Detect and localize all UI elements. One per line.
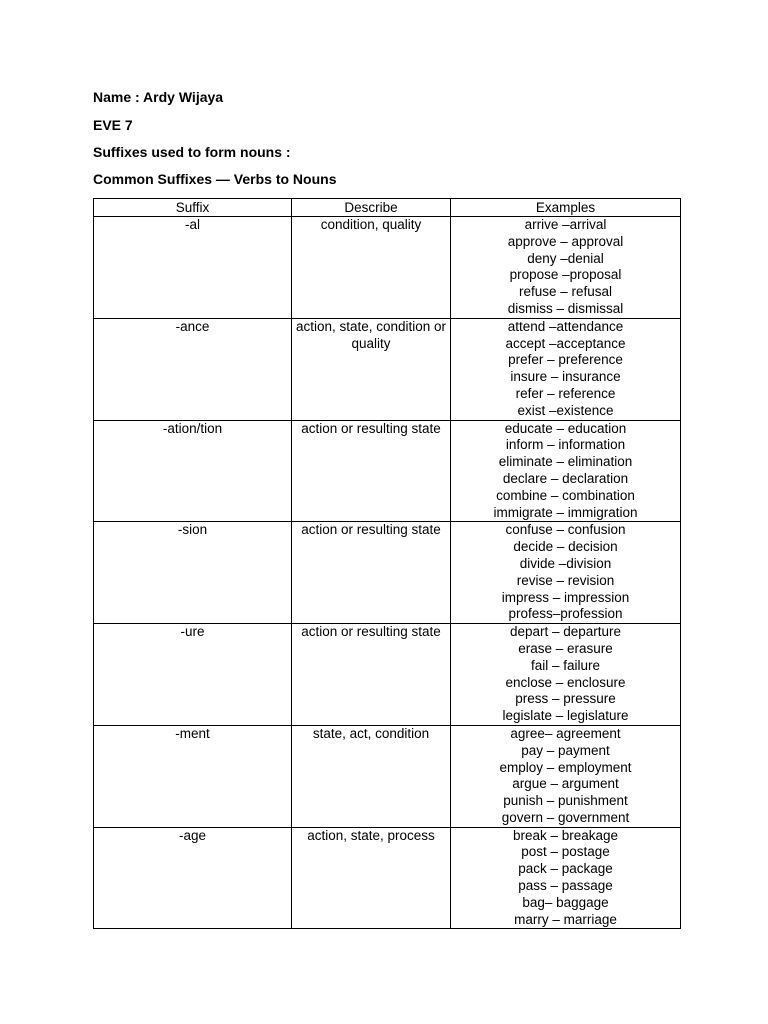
example-item: break – breakage: [512, 827, 619, 843]
example-item: exist –existence: [517, 402, 614, 418]
describe-cell: action, state, process: [292, 827, 451, 929]
example-item: accept –acceptance: [505, 335, 626, 351]
table-header-row: [94, 199, 681, 217]
examples-cell: [451, 217, 681, 319]
example-item: punish – punishment: [503, 793, 628, 809]
suffix-cell: -al: [94, 217, 292, 319]
example-item: employ – employment: [499, 759, 632, 775]
example-item: insure – insurance: [510, 369, 621, 385]
example-item: propose –proposal: [509, 267, 622, 283]
table-body: [94, 217, 681, 929]
example-item: depart – departure: [509, 624, 622, 640]
example-item: agree– agreement: [510, 725, 621, 741]
example-item: approve – approval: [507, 233, 624, 249]
example-item: eliminate – elimination: [498, 454, 633, 470]
suffix-table: [93, 198, 681, 929]
column-header-examples: Examples: [451, 199, 681, 217]
examples-cell: [451, 420, 681, 522]
column-header-describe: Describe: [292, 199, 451, 217]
example-item: declare – declaration: [502, 470, 629, 486]
suffix-cell: -ment: [94, 725, 292, 827]
student-name: Name : Ardy Wijaya: [93, 89, 224, 105]
example-item: refer – reference: [515, 385, 616, 401]
examples-cell: [451, 827, 681, 929]
table-row: [94, 318, 681, 420]
example-item: bag– baggage: [522, 894, 609, 910]
example-item: dismiss – dismissal: [507, 300, 624, 316]
describe-cell: action, state, condition or quality: [292, 318, 451, 420]
example-item: marry – marriage: [514, 911, 617, 927]
table-row: [94, 522, 681, 624]
suffix-cell: -ance: [94, 318, 292, 420]
example-item: impress – impression: [501, 589, 630, 605]
example-item: legislate – legislature: [502, 708, 629, 724]
example-item: confuse – confusion: [505, 522, 626, 538]
examples-cell: [451, 318, 681, 420]
example-item: deny –denial: [527, 250, 604, 266]
column-header-suffix: Suffix: [94, 199, 292, 217]
describe-cell: action or resulting state: [292, 522, 451, 624]
table-row: [94, 827, 681, 929]
suffix-cell: -ation/tion: [94, 420, 292, 522]
example-item: educate – education: [504, 420, 627, 436]
table-row: [94, 217, 681, 319]
describe-cell: condition, quality: [292, 217, 451, 319]
example-item: combine – combination: [496, 487, 635, 503]
example-item: profess–profession: [508, 606, 623, 622]
suffix-cell: -age: [94, 827, 292, 929]
example-item: decide – decision: [513, 539, 618, 555]
example-item: pack – package: [518, 861, 613, 877]
example-item: inform – information: [505, 437, 626, 453]
example-item: arrive –arrival: [524, 217, 607, 232]
describe-cell: action or resulting state: [292, 420, 451, 522]
example-item: attend –attendance: [507, 318, 624, 334]
table-row: [94, 624, 681, 726]
example-item: argue – argument: [512, 776, 619, 792]
example-item: enclose – enclosure: [505, 674, 626, 690]
example-item: revise – revision: [516, 572, 615, 588]
examples-cell: [451, 522, 681, 624]
suffix-cell: -sion: [94, 522, 292, 624]
example-item: refuse – refusal: [518, 284, 613, 300]
example-item: govern – government: [501, 809, 630, 825]
describe-cell: action or resulting state: [292, 624, 451, 726]
example-item: post – postage: [521, 844, 610, 860]
example-item: erase – erasure: [518, 640, 613, 656]
example-item: fail – failure: [530, 657, 601, 673]
table-row: [94, 725, 681, 827]
table-title: Common Suffixes — Verbs to Nouns: [93, 171, 337, 187]
suffix-cell: -ure: [94, 624, 292, 726]
example-item: pay – payment: [521, 742, 610, 758]
table-row: [94, 420, 681, 522]
example-item: press – pressure: [515, 691, 616, 707]
example-item: prefer – preference: [508, 352, 623, 368]
example-item: divide –division: [519, 555, 612, 571]
examples-cell: [451, 624, 681, 726]
example-item: immigrate – immigration: [493, 504, 638, 520]
example-item: pass – passage: [518, 878, 613, 894]
examples-cell: [451, 725, 681, 827]
describe-cell: state, act, condition: [292, 725, 451, 827]
section-subtitle: Suffixes used to form nouns :: [93, 144, 291, 160]
class-label: EVE 7: [93, 117, 133, 133]
